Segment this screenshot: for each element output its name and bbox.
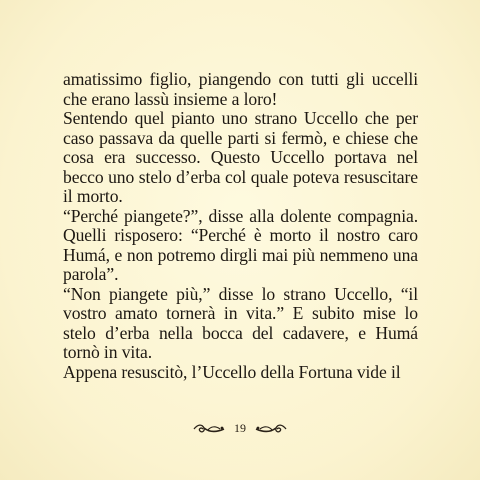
page-number: 19 (234, 421, 246, 435)
flourish-ornament-right-icon (254, 423, 288, 435)
paragraph: Sentendo quel pianto uno strano Uccello che per caso passava da quelle parti si fermò, e chiese che cosa era successo. Questo Uccello portava nel becco uno stelo d’erba col quale poteva resuscitare il morto. (63, 108, 418, 206)
paragraph: “Perché piangete?”, disse alla dolente compagnia. Quelli risposero: “Perché è morto il nostro caro Humá, e non potremo dirgli mai più nemmeno una parola”. (63, 205, 418, 284)
paragraph: “Non piangete più,” disse lo strano Uccello, “il vostro amato tornerà in vita.” E subito mise lo stelo d’erba nella bocca del cadavere, e Humá tornò in vita. (63, 283, 418, 362)
flourish-ornament-left-icon (192, 423, 226, 435)
page-footer (0, 421, 480, 436)
paragraph: Appena resuscitò, l’Uccello della Fortuna vide il (63, 361, 401, 382)
paragraph: amatissimo figlio, piangendo con tutti gli uccelli che erano lassù insieme a loro! (63, 69, 418, 109)
page-text (63, 70, 418, 382)
